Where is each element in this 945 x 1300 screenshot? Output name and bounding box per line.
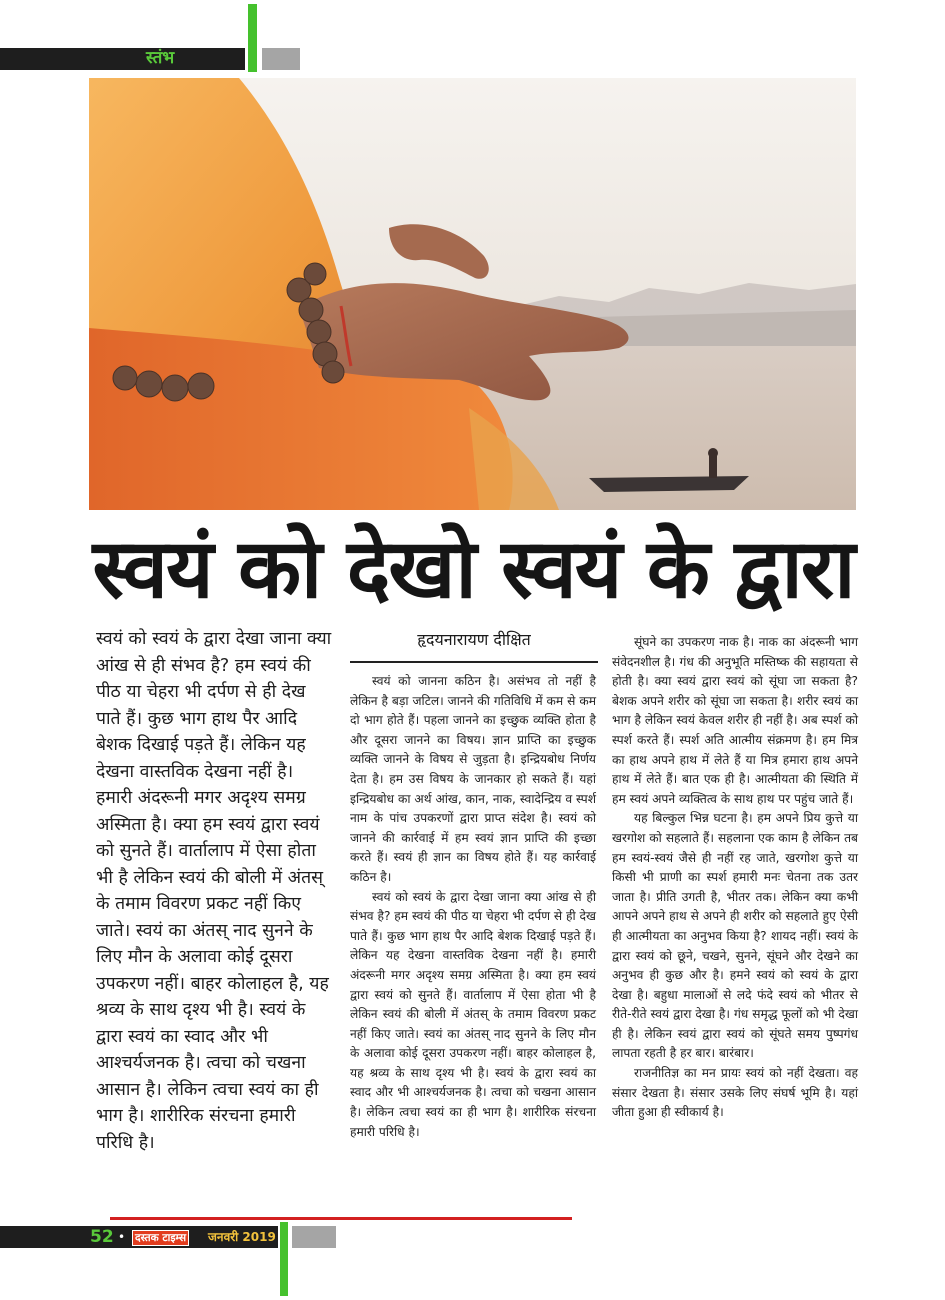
author-byline: हृदयनारायण दीक्षित <box>417 630 531 649</box>
column-lead <box>96 626 332 1156</box>
meditation-hand-photo-icon <box>89 78 856 510</box>
footer-red-rule <box>110 1217 572 1220</box>
magazine-logo: दस्तक टाइम्स <box>132 1230 189 1246</box>
byline-rule <box>350 661 598 663</box>
lead-paragraph: स्वयं को स्वयं के द्वारा देखा जाना क्या आंख से ही संभव है? हम स्वयं की पीठ या चेहरा भी दर्पण से ही देख पाते हैं। कुछ भाग हाथ पैर आदि बेशक दिखाई पड़ते हैं। लेकिन यह देखना वास्तविक देखना नहीं है। हमारी अंदरूनी मगर अदृश्य समग्र अस्मिता है। क्या हम स्वयं द्वारा स्वयं को सुनते हैं। वार्तालाप में ऐसा होता भी है लेकिन स्वयं की बोली में अंतस् के तमाम विवरण प्रकट नहीं किए जाते। स्वयं का अंतस् नाद सुनने के लिए मौन के अलावा कोई दूसरा उपकरण नहीं। बाहर कोलाहल है, यह श्रव्य के साथ दृश्य भी है। स्वयं के द्वारा स्वयं का स्वाद और भी आश्चर्यजनक है। त्वचा को चखना आसान है। लेकिन त्वचा स्वयं का ही भाग है। शारीरिक संरचना हमारी परिधि है। <box>96 629 332 1153</box>
section-label: स्तंभ <box>146 48 175 68</box>
column-middle <box>350 672 596 1142</box>
headline: स्वयं को देखो स्वयं के द्वारा <box>92 522 854 617</box>
paragraph: राजनीतिज्ञ का मन प्रायः स्वयं को नहीं देखता। वह संसार देखता है। संसार उसके लिए संघर्ष भूमि है। यहां जीता हुआ ही स्वीकार्य है। <box>612 1066 858 1120</box>
footer-gray-block <box>292 1226 336 1248</box>
hero-image <box>89 78 856 510</box>
page-number: 52 <box>90 1227 114 1247</box>
section-bar <box>0 48 245 70</box>
paragraph: यह बिल्कुल भिन्न घटना है। हम अपने प्रिय कुत्ते या खरगोश को सहलाते हैं। सहलाना एक काम है लेकिन तब हम स्वयं-स्वयं जैसे ही नहीं रह जाते, खरगोश कुत्ते या किसी भी प्राणी का स्पर्श हमारी मनः चेतना तक उतर जाता है। प्रीति उगती है, भीतर तक। लेकिन क्या कभी आपने अपने हाथ से अपने ही शरीर को सहलाते हुए ऐसी ही आत्मीयता का अनुभव किया है? शायद नहीं। स्वयं के द्वारा स्वयं को छूने, चखने, सुनने, सूंघने और देखने का अनुभव ही कुछ और है। हमने स्वयं को स्वयं के द्वारा देखा है। बहुधा मालाओं से लदे फंदे स्वयं को भीतर से रीते-रीते स्वयं द्वारा देखा है। गंध समृद्ध फूलों को भी देखा ही है। लेकिन स्वयं द्वारा स्वयं को सूंघते समय पुष्पगंध लापता रहती है हर बार। बारंबार। <box>612 811 858 1061</box>
footer-separator: • <box>118 1230 126 1244</box>
column-right <box>612 633 858 1123</box>
section-gray-block <box>262 48 300 70</box>
paragraph: सूंघने का उपकरण नाक है। नाक का अंदरूनी भाग संवेदनशील है। गंध की अनुभूति मस्तिष्क की सहायता से होती है। क्या स्वयं द्वारा स्वयं को सूंघा जा सकता है? बेशक अपने शरीर को सूंघा जा सकता है। शरीर स्वयं का भाग है लेकिन स्वयं केवल शरीर ही नहीं है। अब स्पर्श को स्पर्श करते हैं। स्पर्श अति आत्मीय संक्रमण है। हम मित्र का हाथ अपने हाथ में लेते हैं या मित्र हमारा हाथ अपने हाथ में लेते हैं। बात एक ही है। आत्मीयता की स्थिति में हम स्वयं अपने व्यक्तित्व के साथ हाथ पर पहुंच जाते हैं। <box>612 635 858 806</box>
section-green-accent <box>248 4 257 72</box>
paragraph: स्वयं को जानना कठिन है। असंभव तो नहीं है लेकिन है बड़ा जटिल। जानने की गतिविधि में कम से कम दो भाग होते हैं। पहला जानने का इच्छुक व्यक्ति होता है और दूसरा जानने का विषय। ज्ञान प्राप्ति का इच्छुक व्यक्ति जानने के विषय से जुड़ता है। इन्द्रियबोध निर्णय देता है। हम उस विषय के जानकार हो सकते हैं। यहां इन्द्रियबोध का अर्थ आंख, कान, नाक, स्वादेन्द्रिय व स्पर्श नाम के पांच उपकरणों द्वारा प्राप्त संदेश है। स्वयं को जानने की कार्रवाई में हम स्वयं ज्ञान प्राप्ति की इच्छा करते हैं। स्वयं ही ज्ञान का विषय होते हैं। यह कार्रवाई कठिन है। <box>350 674 596 884</box>
paragraph: स्वयं को स्वयं के द्वारा देखा जाना क्या आंख से ही संभव है? हम स्वयं की पीठ या चेहरा भी दर्पण से ही देख पाते हैं। कुछ भाग हाथ पैर आदि बेशक दिखाई पड़ते हैं। लेकिन यह देखना वास्तविक देखना नहीं है। हमारी अंदरूनी मगर अदृश्य समग्र अस्मिता है। क्या हम स्वयं द्वारा स्वयं को सुनते हैं। वार्तालाप में ऐसा होता भी है लेकिन स्वयं की बोली में अंतस् के तमाम विवरण प्रकट नहीं किए जाते। स्वयं का अंतस् नाद सुनने के लिए मौन के अलावा कोई दूसरा उपकरण नहीं। बाहर कोलाहल है, यह श्रव्य के साथ दृश्य भी है। स्वयं के द्वारा स्वयं का स्वाद और भी आश्चर्यजनक है। त्वचा को चखना आसान है। लेकिन त्वचा स्वयं का ही भाग है। शारीरिक संरचना हमारी परिधि है। <box>350 889 596 1139</box>
issue-date: जनवरी 2019 <box>208 1230 276 1244</box>
footer-green-accent <box>280 1222 288 1296</box>
